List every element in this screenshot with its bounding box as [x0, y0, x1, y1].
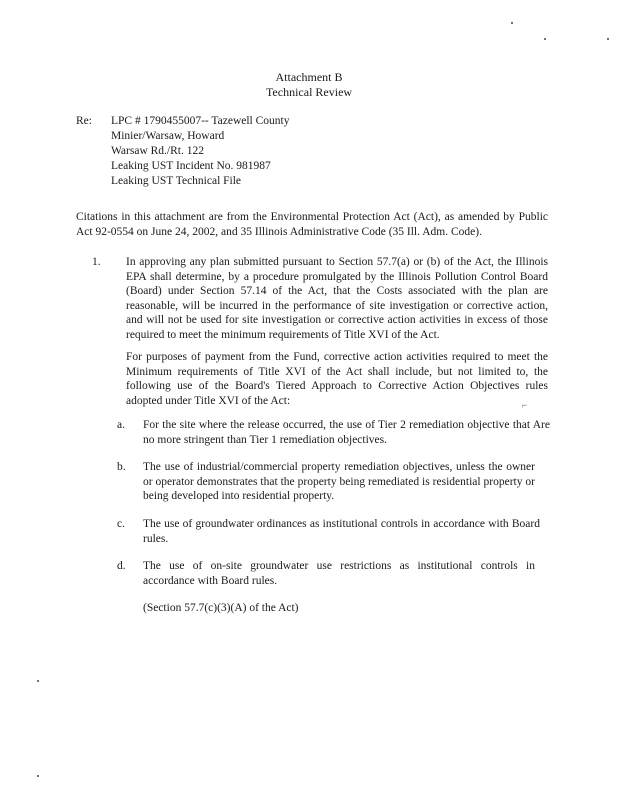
re-line-5: Leaking UST Technical File	[111, 175, 242, 187]
scan-speck	[607, 38, 609, 40]
purposes-paragraph: For purposes of payment from the Fund, corrective action activities required to meet the Minimum requirements of Title XVI of the Act shall include, but not limited to, the following use of the Board's Tiered Approach to Corrective Action Objectives rules adopted under Title XVI of the Act:	[126, 351, 548, 407]
scan-speck	[37, 680, 39, 682]
subitem-b-text: The use of industrial/commercial property remediation objectives, unless the owner or operator demonstrates that the property being remediated is residential property or being developed into residential property.	[143, 461, 535, 502]
attachment-subtitle: Technical Review	[265, 85, 353, 99]
scan-speck	[37, 775, 39, 777]
section-citation: (Section 57.7(c)(3)(A) of the Act)	[143, 602, 299, 614]
scan-speck	[544, 38, 546, 40]
citations-paragraph: Citations in this attachment are from the Environmental Protection Act (Act), as amended by Public Act 92-0554 on June 24, 2002, and 35 Illinois Administrative Code (35 Ill. Adm. Code).	[76, 211, 548, 238]
subitem-a-text: For the site where the release occurred, the use of Tier 2 remediation objective that Are no more stringent than Tier 1 remediation objectives.	[143, 419, 550, 446]
subitem-c-letter: c.	[117, 518, 125, 530]
re-line-2: Minier/Warsaw, Howard	[111, 130, 225, 142]
subitem-a-letter: a.	[117, 419, 125, 431]
scan-mark: ⌐	[522, 400, 528, 410]
re-label: Re:	[76, 115, 92, 127]
subitem-c-text: The use of groundwater ordinances as institutional controls in accordance with Board rules.	[143, 518, 540, 545]
item-1-number: 1.	[92, 256, 101, 268]
subitem-d-letter: d.	[117, 560, 126, 572]
item-1-paragraph: In approving any plan submitted pursuant to Section 57.7(a) or (b) of the Act, the Illinois EPA shall determine, by a procedure promulgated by the Illinois Pollution Control Board (Board) under Section 57.14 of the Act, that the Costs associated with the plan are reasonable, will be incurred in the performance of site investigation or corrective action, and will not be used for site investigation or corrective action activities in excess of those required to meet the minimum requirements of Title XVI of the Act.	[126, 256, 548, 341]
re-line-4: Leaking UST Incident No. 981987	[111, 160, 271, 172]
re-line-3: Warsaw Rd./Rt. 122	[111, 145, 204, 157]
re-line-1: LPC # 1790455007-- Tazewell County	[111, 115, 290, 127]
attachment-title: Attachment B	[275, 70, 343, 84]
scan-speck	[511, 22, 513, 24]
subitem-d-text: The use of on-site groundwater use restrictions as institutional controls in accordance with Board rules.	[143, 560, 535, 587]
subitem-b-letter: b.	[117, 461, 126, 473]
